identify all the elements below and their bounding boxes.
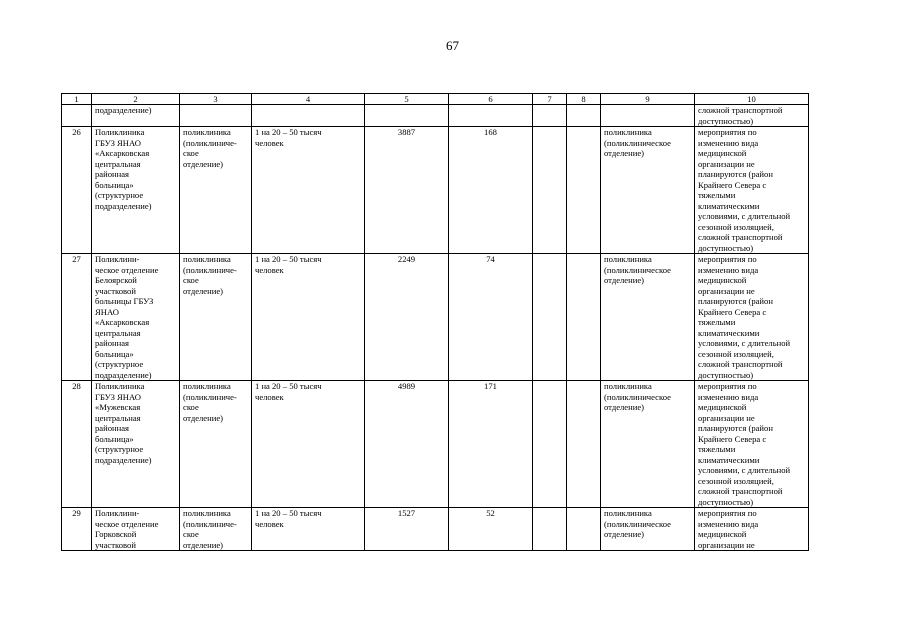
measures-cell — [695, 254, 809, 381]
target-type-cell — [601, 508, 695, 551]
cell-line: больница» — [95, 348, 134, 359]
cell-line: центральная — [95, 158, 141, 169]
cell-line: Поликлиника — [95, 381, 145, 391]
cell-line: планируются (район — [698, 423, 773, 433]
cell-line: тяжелыми — [698, 190, 736, 200]
cell-line: отделение) — [604, 402, 644, 412]
measures-cell — [695, 508, 809, 551]
header-cell: 7 — [533, 94, 567, 105]
cell-line: медицинской — [698, 402, 747, 412]
table-row — [62, 508, 809, 551]
population-cell: 1527 — [365, 508, 449, 551]
cell-line: ское — [183, 275, 199, 285]
visits-cell: 171 — [449, 381, 533, 508]
table-cell — [695, 105, 809, 127]
cell-line: отделение) — [183, 539, 223, 550]
cell-line: организации не — [698, 158, 755, 169]
cell-line: планируются (район — [698, 296, 773, 306]
cell-line: (поликлиниче- — [183, 137, 237, 148]
cell-line: изменению вида — [698, 137, 759, 148]
cell-line: отделение) — [604, 148, 644, 158]
cell-line: подразделение) — [95, 454, 152, 465]
population-cell: 4989 — [365, 381, 449, 508]
cell-line: ГБУЗ ЯНАО — [95, 137, 141, 148]
cell-line: больница» — [95, 433, 134, 444]
population-cell: 3887 — [365, 127, 449, 254]
cell-line: условиями, с длительной — [698, 465, 791, 475]
header-cell: 6 — [449, 94, 533, 105]
target-type-cell — [601, 381, 695, 508]
header-cell: 4 — [252, 94, 365, 105]
cell-line: сезонной изоляцией, — [698, 221, 774, 232]
table-row — [62, 127, 809, 254]
cell-line: поликлиника — [604, 127, 652, 137]
cell-line: «Аксарковская — [95, 317, 150, 327]
cell-line: изменению вида — [698, 264, 759, 275]
cell-line: больницы ГБУЗ — [95, 296, 154, 306]
cell-line: Крайнего Севера с — [698, 179, 767, 190]
cell-line: (поликлиническое — [604, 391, 671, 402]
cell-line: поликлиника — [604, 381, 652, 391]
cell-line: районная — [95, 169, 129, 179]
cell-line: поликлиника — [183, 508, 231, 518]
cell-line: подразделение) — [95, 105, 152, 115]
measures-cell — [695, 127, 809, 254]
table-row — [62, 381, 809, 508]
cell-line: (поликлиниче- — [183, 518, 237, 529]
cell-line: мероприятия по — [698, 127, 757, 137]
cell-line: тяжелыми — [698, 444, 736, 454]
table-cell — [567, 381, 601, 508]
cell-line: человек — [255, 391, 284, 402]
cell-line: 1 на 20 – 50 тысяч — [255, 508, 322, 518]
cell-line: доступностью) — [698, 115, 754, 126]
type-cell — [180, 254, 252, 381]
continuation-row — [62, 105, 809, 127]
table-row — [62, 254, 809, 381]
cell-line: ское — [183, 148, 199, 158]
row-number: 26 — [62, 127, 92, 254]
cell-line: участковой — [95, 539, 136, 550]
target-type-cell — [601, 254, 695, 381]
cell-line: районная — [95, 338, 129, 348]
cell-line: участковой — [95, 285, 136, 296]
cell-line: (поликлиническое — [604, 137, 671, 148]
cell-line: поликлиника — [183, 127, 231, 137]
cell-line: поликлиника — [604, 254, 652, 264]
cell-line: мероприятия по — [698, 254, 757, 264]
cell-line: отделение) — [604, 275, 644, 285]
cell-line: Белоярской — [95, 275, 137, 285]
cell-line: центральная — [95, 327, 141, 338]
cell-line: доступностью) — [698, 496, 754, 507]
cell-line: тяжелыми — [698, 317, 736, 327]
visits-cell: 74 — [449, 254, 533, 381]
cell-line: доступностью) — [698, 369, 754, 380]
cell-line: ЯНАО — [95, 306, 119, 317]
type-cell — [180, 508, 252, 551]
cell-line: сезонной изоляцией, — [698, 348, 774, 359]
cell-line: доступностью) — [698, 242, 754, 253]
target-type-cell — [601, 127, 695, 254]
cell-line: районная — [95, 423, 129, 433]
cell-line: ское — [183, 402, 199, 412]
cell-line: поликлиника — [183, 381, 231, 391]
cell-line: Горковской — [95, 529, 137, 539]
cell-line: 1 на 20 – 50 тысяч — [255, 381, 322, 391]
cell-line: (структурное — [95, 359, 144, 369]
cell-line: (поликлиническое — [604, 264, 671, 275]
cell-line: изменению вида — [698, 518, 759, 529]
visits-cell: 168 — [449, 127, 533, 254]
cell-line: климатическими — [698, 454, 760, 465]
cell-line: (структурное — [95, 444, 144, 454]
cell-line: ГБУЗ ЯНАО — [95, 391, 141, 402]
header-cell: 1 — [62, 94, 92, 105]
cell-line: центральная — [95, 412, 141, 423]
page-number: 67 — [446, 38, 459, 53]
table-cell — [533, 127, 567, 254]
cell-line: «Аксарковская — [95, 148, 150, 158]
norm-cell — [252, 254, 365, 381]
cell-line: отделение) — [183, 285, 223, 296]
header-cell: 2 — [92, 94, 180, 105]
cell-line: организации не — [698, 285, 755, 296]
cell-line: (структурное — [95, 190, 144, 200]
header-cell: 3 — [180, 94, 252, 105]
cell-line: человек — [255, 137, 284, 148]
cell-line: мероприятия по — [698, 381, 757, 391]
row-number: 29 — [62, 508, 92, 551]
cell-line: подразделение) — [95, 369, 152, 380]
cell-line: сложной транспортной — [698, 105, 783, 115]
cell-line: Крайнего Севера с — [698, 306, 767, 317]
cell-line: (поликлиниче- — [183, 264, 237, 275]
cell-line: (поликлиниче- — [183, 391, 237, 402]
cell-line: ческое отделение — [95, 264, 159, 275]
cell-line: отделение) — [604, 529, 644, 539]
cell-line: медицинской — [698, 148, 747, 158]
cell-line: отделение) — [183, 412, 223, 423]
cell-line: мероприятия по — [698, 508, 757, 518]
cell-line: поликлиника — [604, 508, 652, 518]
type-cell — [180, 127, 252, 254]
cell-line: Поликлини- — [95, 254, 140, 264]
cell-line: сезонной изоляцией, — [698, 475, 774, 486]
norm-cell — [252, 508, 365, 551]
row-number: 27 — [62, 254, 92, 381]
cell-line: ское — [183, 529, 199, 539]
institution-cell — [92, 127, 180, 254]
cell-line: 1 на 20 – 50 тысяч — [255, 254, 322, 264]
table-cell — [533, 254, 567, 381]
cell-line: Поликлини- — [95, 508, 140, 518]
table-body — [62, 94, 809, 551]
norm-cell — [252, 127, 365, 254]
table-cell — [533, 105, 567, 127]
cell-line: климатическими — [698, 327, 760, 338]
data-table — [61, 93, 809, 551]
cell-line: условиями, с длительной — [698, 338, 791, 348]
header-cell: 10 — [695, 94, 809, 105]
type-cell — [180, 381, 252, 508]
table-cell — [62, 105, 92, 127]
population-cell: 2249 — [365, 254, 449, 381]
cell-line: подразделение) — [95, 200, 152, 211]
table-cell — [365, 105, 449, 127]
cell-line: (поликлиническое — [604, 518, 671, 529]
cell-line: больница» — [95, 179, 134, 190]
table-cell — [533, 381, 567, 508]
header-cell: 8 — [567, 94, 601, 105]
table-cell — [601, 105, 695, 127]
cell-line: планируются (район — [698, 169, 773, 179]
institution-cell — [92, 254, 180, 381]
table-cell — [567, 254, 601, 381]
measures-cell — [695, 381, 809, 508]
cell-line: медицинской — [698, 529, 747, 539]
visits-cell: 52 — [449, 508, 533, 551]
cell-line: изменению вида — [698, 391, 759, 402]
cell-line: сложной транспортной — [698, 359, 783, 369]
table-cell — [92, 105, 180, 127]
cell-line: отделение) — [183, 158, 223, 169]
cell-line: организации не — [698, 412, 755, 423]
cell-line: поликлиника — [183, 254, 231, 264]
table-cell — [567, 105, 601, 127]
table-cell — [252, 105, 365, 127]
institution-cell — [92, 508, 180, 551]
cell-line: 1 на 20 – 50 тысяч — [255, 127, 322, 137]
header-cell: 5 — [365, 94, 449, 105]
cell-line: человек — [255, 264, 284, 275]
cell-line: сложной транспортной — [698, 486, 783, 496]
cell-line: условиями, с длительной — [698, 211, 791, 221]
cell-line: медицинской — [698, 275, 747, 285]
cell-line: человек — [255, 518, 284, 529]
table-cell — [180, 105, 252, 127]
table-cell — [567, 127, 601, 254]
cell-line: Крайнего Севера с — [698, 433, 767, 444]
table-cell — [449, 105, 533, 127]
header-cell: 9 — [601, 94, 695, 105]
table-cell — [533, 508, 567, 551]
norm-cell — [252, 381, 365, 508]
row-number: 28 — [62, 381, 92, 508]
cell-line: сложной транспортной — [698, 232, 783, 242]
cell-line: организации не — [698, 539, 755, 550]
table-cell — [567, 508, 601, 551]
cell-line: климатическими — [698, 200, 760, 211]
cell-line: ческое отделение — [95, 518, 159, 529]
cell-line: Поликлиника — [95, 127, 145, 137]
institution-cell — [92, 381, 180, 508]
cell-line: «Мужевская — [95, 402, 141, 412]
table-header-row — [62, 94, 809, 105]
